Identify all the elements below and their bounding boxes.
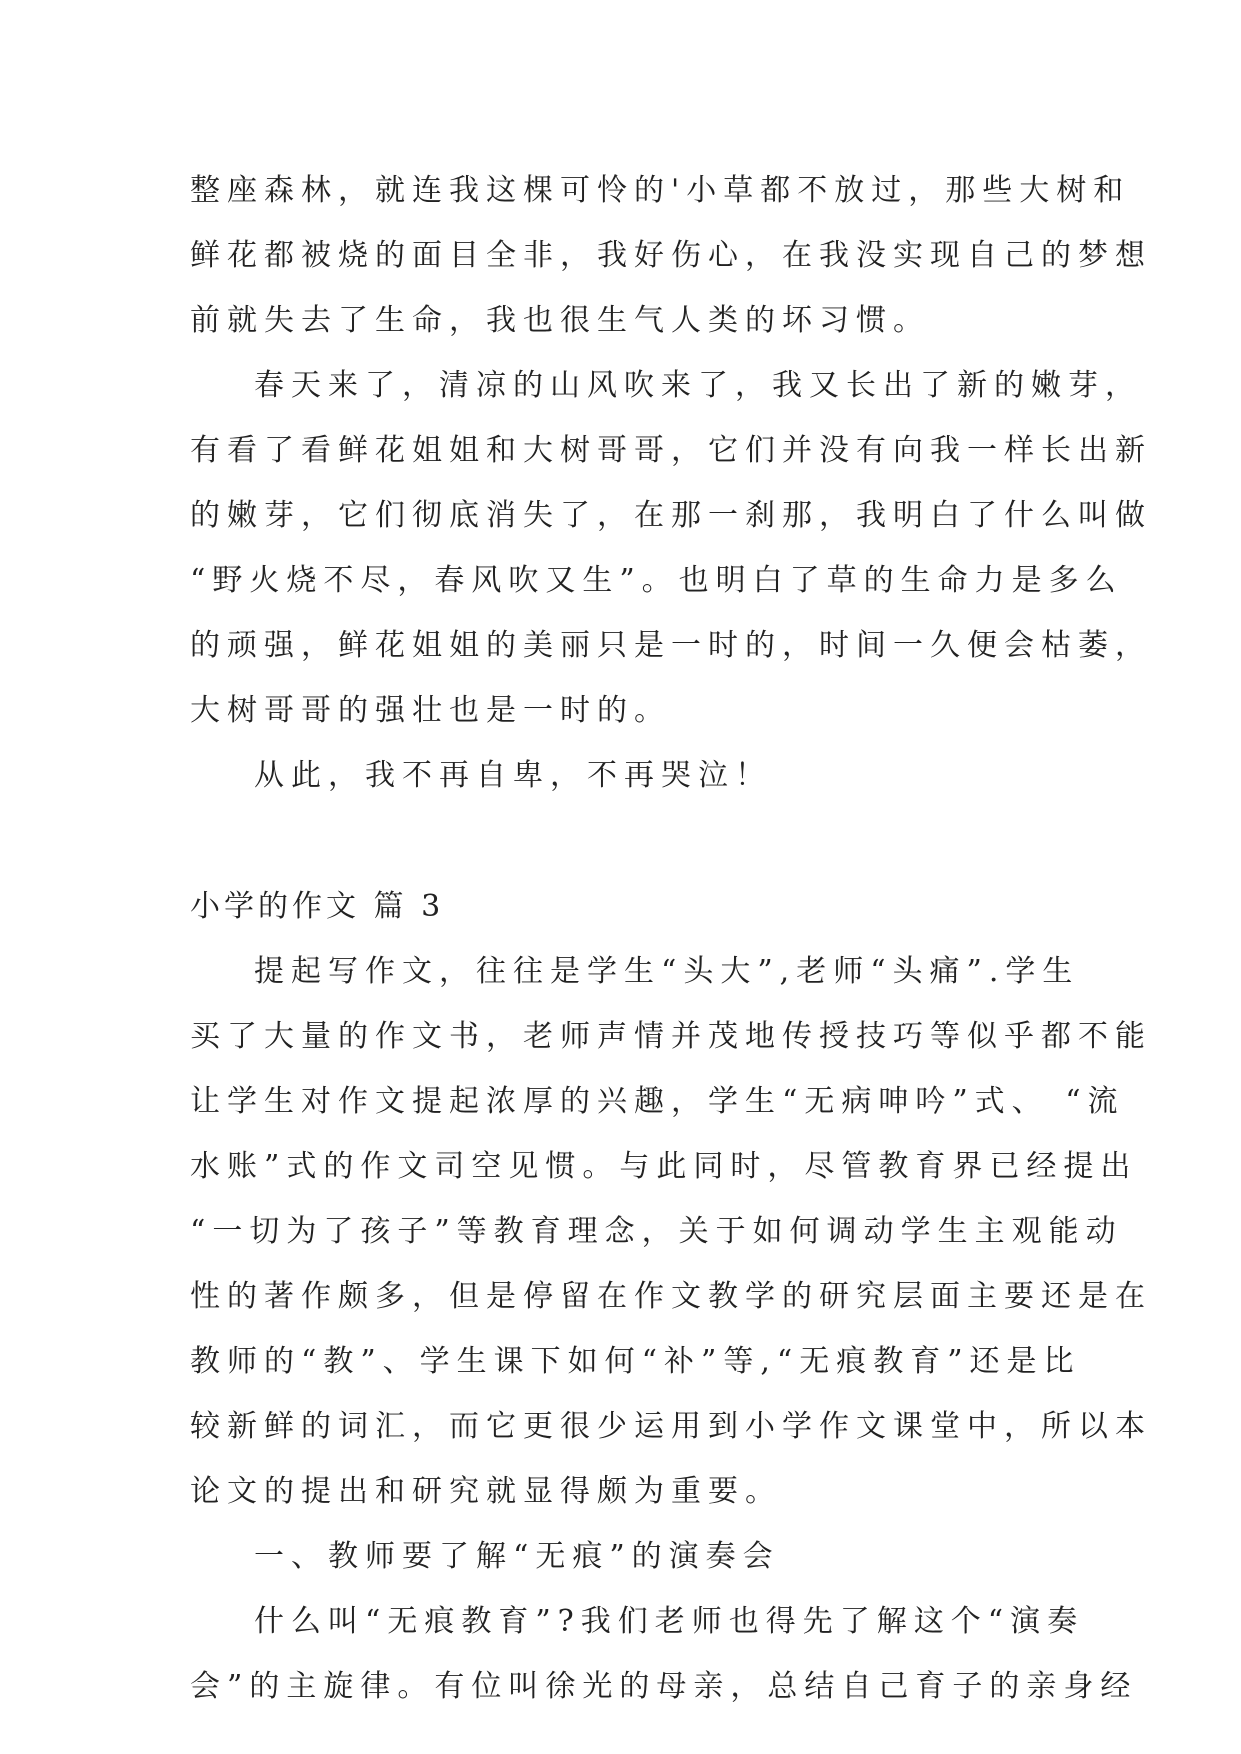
paragraph bbox=[190, 1589, 1138, 1719]
paragraph bbox=[190, 353, 1152, 743]
text-line: 什么叫“无痕教育”?我们老师也得先了解这个“演奏 bbox=[254, 1604, 1085, 1639]
text-line: 春天来了，清凉的山风吹来了，我又长出了新的嫩芽， bbox=[254, 368, 1142, 403]
paragraph bbox=[190, 158, 1152, 353]
document-body bbox=[190, 158, 1152, 1719]
text-line: 提起写作文，往往是学生“头大”,老师“头痛”.学生 bbox=[254, 954, 1080, 989]
text-line: 鲜花都被烧的面目全非，我好伤心，在我没实现自己的梦想 bbox=[190, 238, 1152, 273]
text-line: 水账”式的作文司空见惯。与此同时，尽管教育界已经提出 bbox=[190, 1149, 1138, 1184]
text-line: “野火烧不尽，春风吹又生”。也明白了草的生命力是多么 bbox=[190, 563, 1123, 598]
text-line: 会”的主旋律。有位叫徐光的母亲，总结自己育子的亲身经 bbox=[190, 1669, 1138, 1704]
text-line: 教师的“教”、学生课下如何“补”等,“无痕教育”还是比 bbox=[190, 1344, 1081, 1379]
paragraph bbox=[190, 743, 1070, 808]
paragraph bbox=[190, 939, 1152, 1524]
text-line: 从此，我不再自卑，不再哭泣！ bbox=[254, 758, 772, 793]
text-line: 整座森林，就连我这棵可怜的'小草都不放过，那些大树和 bbox=[190, 173, 1131, 208]
text-line: 让学生对作文提起浓厚的兴趣，学生“无病呻吟”式、 “流 bbox=[190, 1084, 1125, 1119]
section-heading: 小学的作文 篇 3 bbox=[190, 889, 445, 924]
text-line: 大树哥哥的强壮也是一时的。 bbox=[190, 693, 671, 728]
subheading: 一、教师要了解“无痕”的演奏会 bbox=[254, 1539, 780, 1574]
text-line: 论文的提出和研究就显得颇为重要。 bbox=[190, 1474, 782, 1509]
text-line: 的顽强，鲜花姐姐的美丽只是一时的，时间一久便会枯萎， bbox=[190, 628, 1152, 663]
section-spacer bbox=[190, 808, 1070, 874]
text-line: “一切为了孩子”等教育理念，关于如何调动学生主观能动 bbox=[190, 1214, 1123, 1249]
text-line: 有看了看鲜花姐姐和大树哥哥，它们并没有向我一样长出新 bbox=[190, 433, 1152, 468]
text-line: 较新鲜的词汇，而它更很少运用到小学作文课堂中，所以本 bbox=[190, 1409, 1152, 1444]
text-line: 性的著作颇多，但是停留在作文教学的研究层面主要还是在 bbox=[190, 1279, 1152, 1314]
text-line: 买了大量的作文书，老师声情并茂地传授技巧等似乎都不能 bbox=[190, 1019, 1152, 1054]
text-line: 的嫩芽，它们彻底消失了，在那一刹那，我明白了什么叫做 bbox=[190, 498, 1152, 533]
text-line: 前就失去了生命，我也很生气人类的坏习惯。 bbox=[190, 303, 930, 338]
